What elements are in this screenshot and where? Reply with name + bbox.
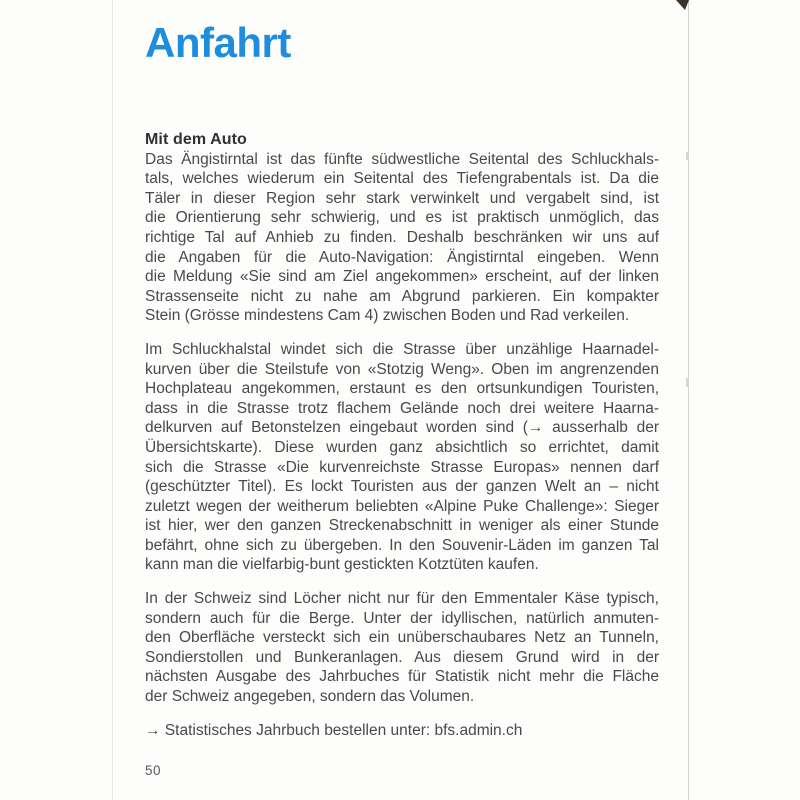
text-line: Übersichtskarte). Diese wurden ganz absichtlich so errichtet, damit [145,438,659,456]
text-line: tals, welches wiederum ein Seitental des Tiefengrabentals ist. Da die [145,170,659,188]
footer-note: → Statistisches Jahrbuch bestellen unter: bfs.admin.ch [145,721,523,739]
text-line: Strassenseite nicht zu nahe am Abgrund parkieren. Ein kompakter [145,287,659,305]
section-heading: Mit dem Auto [145,131,247,148]
text-line: sondern auch für die Berge. Unter der idyllischen, natürlich anmuten- [145,609,659,627]
text-line: befährt, ohne sich zu übergeben. In den Souvenir-Läden im ganzen Tal [145,536,659,554]
text-line: Das Ängistirntal ist das fünfte südwestliche Seitental des Schluckhals- [145,150,659,168]
text-line: die Angaben für die Auto-Navigation: Ängistirntal eingeben. Wenn [145,248,659,266]
text-line: dass in die Strasse trotz flachem Gelände noch drei weitere Haarna- [145,399,659,417]
text-line: In der Schweiz sind Löcher nicht nur für den Emmentaler Käse typisch, [145,590,659,608]
text-line: zuletzt wegen der weitherum beliebten «Alpine Puke Challenge»: Sieger [145,497,659,515]
paragraph-schweiz [145,589,659,707]
text-line: richtige Tal auf Anhieb zu finden. Deshalb beschränken wir uns auf [145,228,659,246]
text-line: Sondierstollen und Bunkeranlagen. Aus diesem Grund wird in der [145,648,659,666]
text-line: nächsten Ausgabe des Jahrbuches für Statistik nicht mehr die Fläche [145,668,659,686]
text-line: sich die Strasse «Die kurvenreichste Strasse Europas» nennen darf [145,458,659,476]
text-line: delkurven auf Betonstelzen eingebaut worden sind (→ ausserhalb der [145,419,659,437]
text-line: die Meldung «Sie sind am Ziel angekommen» erscheint, auf der linken [145,268,659,286]
scan-edge-left-line [112,0,113,800]
scan-speck [686,152,689,160]
text-line: ist hier, wer den ganzen Streckenabschnitt in weniger als einer Stunde [145,517,659,535]
text-line: kurven über die Steilstufe von «Stotzig Weng». Oben im angrenzenden [145,360,659,378]
scan-speck [686,378,689,387]
scan-edge-right-line [688,0,689,800]
page-title: Anfahrt [145,19,291,66]
page-number: 50 [145,763,162,779]
paragraph-strasse [145,340,659,575]
text-line: der Schweiz angegeben, sondern das Volumen. [145,688,475,706]
scan-corner-artifact [676,0,689,10]
text-line: die Orientierung sehr schwierig, und es ist praktisch unmöglich, das [145,209,659,227]
text-line: Im Schluckhalstal windet sich die Strasse über unzählige Haarnadel- [145,340,659,358]
text-line: Hochplateau angekommen, erstaunt es den ortsunkundigen Touristen, [145,380,659,398]
paragraph-auto [145,150,659,326]
text-line: Stein (Grösse mindestens Cam 4) zwischen Boden und Rad verkeilen. [145,307,630,325]
text-line: Täler in dieser Region sehr stark verwinkelt und vergabelt sind, ist [145,189,659,207]
text-line: den Oberfläche versteckt sich ein unüberschaubares Netz an Tunneln, [145,629,659,647]
text-line: (geschützter Titel). Es lockt Touristen aus der ganzen Welt an – nicht [145,478,659,496]
text-line: kann man die vielfarbig-bunt gestickten Kotztüten kaufen. [145,556,539,574]
page-content [145,20,659,781]
